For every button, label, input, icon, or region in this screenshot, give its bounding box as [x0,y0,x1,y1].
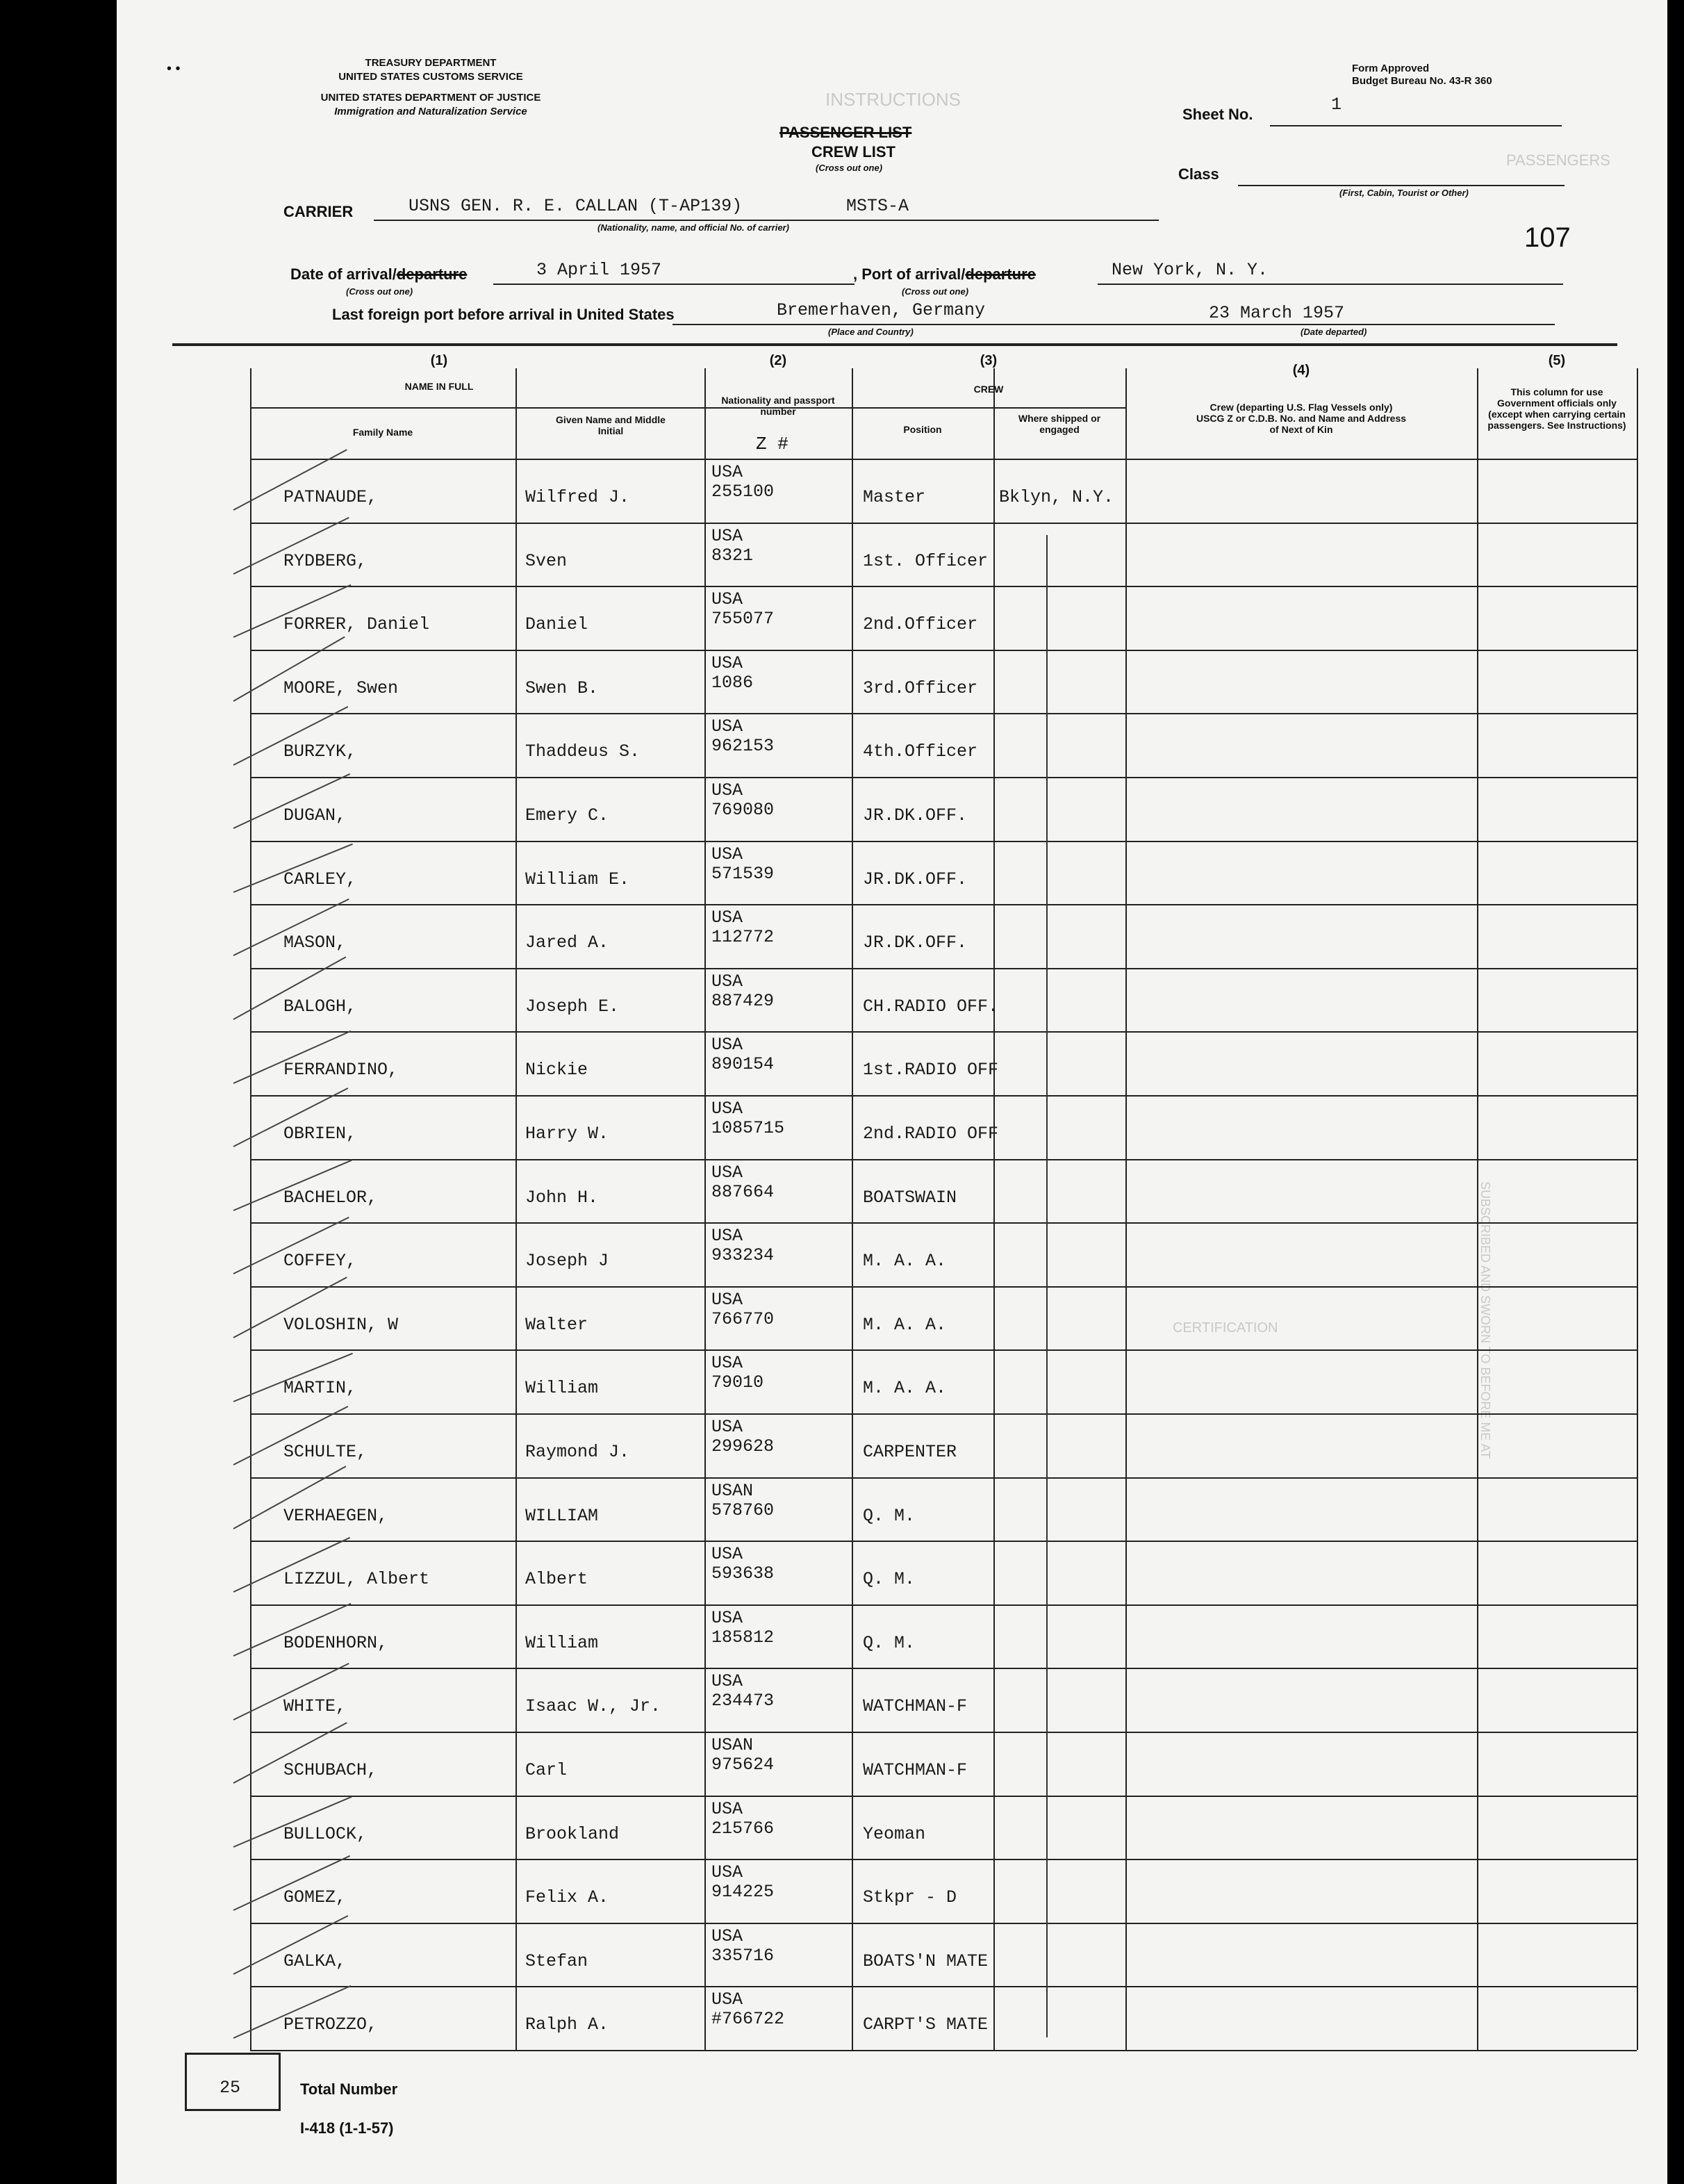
col4-number: (4) [1292,363,1310,378]
dept-justice: UNITED STATES DEPARTMENT OF JUSTICE [320,92,541,104]
position: Yeoman [863,1823,926,1844]
nationality: USAN [711,1480,754,1501]
family-name: SCHULTE, [283,1442,368,1462]
passport-number: 112772 [711,927,775,948]
row-rule [250,1732,1637,1733]
nationality: USAN [711,1735,754,1755]
title-passenger-list-struck: PASSENGER LIST [779,124,912,141]
gov-col-line [1477,368,1478,2050]
position: M. A. A. [863,1251,947,1272]
row-rule [250,1095,1637,1097]
row-rule [250,523,1637,524]
budget-bureau-no: Budget Bureau No. 43-R 360 [1352,75,1492,87]
passport-number: 887429 [711,990,775,1011]
departed-underline [1194,324,1555,325]
passport-number: 299628 [711,1436,775,1456]
given-name: Joseph J [525,1251,609,1272]
nationality: USA [711,780,743,800]
position: Q. M. [863,1632,916,1653]
nat-col-line [704,368,706,2050]
position-col-line [852,368,853,2050]
row-rule [250,650,1637,651]
given-name: Jared A. [525,933,609,953]
family-name: COFFEY, [283,1251,357,1272]
nationality: USA [711,1417,743,1437]
crew-departing-header: Crew (departing U.S. Flag Vessels only) USCG Z or C.D.B. No. and Name and Address of Next of Kin [1196,402,1407,435]
last-port-hint: (Place and Country) [828,327,914,337]
col1-number: (1) [430,353,448,368]
passport-number: 8321 [711,545,754,566]
row-rule [250,904,1637,905]
sheet-label: Sheet No. [1182,106,1253,123]
col1-title: NAME IN FULL [404,381,474,392]
last-port-value: Bremerhaven, Germany [777,300,986,320]
position: JR.DK.OFF. [863,869,968,889]
nationality: USA [711,844,743,864]
row-rule [250,1222,1637,1224]
position: Master [863,487,926,507]
row-rule [250,1349,1637,1351]
passport-number: 255100 [711,482,775,502]
passport-number: 769080 [711,800,775,820]
family-name: PATNAUDE, [283,487,378,507]
ditto-line [1046,535,1048,2037]
z-number-note: Z # [756,434,789,454]
row-rule [250,713,1637,714]
row-rule [250,1668,1637,1669]
departed-value: 23 March 1957 [1209,303,1345,323]
header-bottom-rule [250,459,1637,460]
shipped-engaged: Bklyn, N.Y. [999,487,1114,507]
position: WATCHMAN-F [863,1760,968,1780]
passport-number: 1085715 [711,1118,785,1138]
sheet-number: 1 [1331,95,1342,115]
position: BOATS'N MATE [863,1951,989,1971]
row-rule [250,1923,1637,1924]
nationality: USA [711,1607,743,1628]
position: JR.DK.OFF. [863,805,968,826]
given-name-header: Given Name and Middle Initial [556,414,666,436]
family-name: BULLOCK, [283,1823,368,1844]
nationality: USA [711,971,743,992]
passport-number: 755077 [711,609,775,630]
given-name: WILLIAM [525,1505,599,1526]
family-name: PETROZZO, [283,2014,378,2035]
nationality: USA [711,1671,743,1692]
passport-number: 975624 [711,1755,775,1775]
nationality: USA [711,1099,743,1119]
col5-number: (5) [1548,353,1566,368]
given-name: Brookland [525,1823,620,1844]
family-name: FERRANDINO, [283,1060,399,1081]
nationality: USA [711,652,743,673]
nationality: USA [711,1226,743,1247]
row-rule [250,1604,1637,1606]
nationality: USA [711,1162,743,1183]
passport-number: 593638 [711,1563,775,1584]
row-rule [250,777,1637,778]
nationality: USA [711,1989,743,2010]
passport-number: 234473 [711,1691,775,1711]
passport-number: 185812 [711,1627,775,1648]
passport-number: 914225 [711,1882,775,1903]
position: M. A. A. [863,1378,947,1399]
carrier-hint: (Nationality, name, and official No. of carrier) [597,222,789,233]
family-name: GALKA, [283,1951,347,1971]
family-name: LIZZUL, Albert [283,1569,430,1590]
nationality: USA [711,1926,743,1946]
passport-number: 578760 [711,1500,775,1520]
nationality: USA [711,589,743,610]
passport-number: 890154 [711,1054,775,1075]
position: 3rd.Officer [863,678,978,698]
col3-title: CREW [973,384,1004,395]
position: Q. M. [863,1569,916,1590]
given-name: Emery C. [525,805,609,826]
page-number: 107 [1524,222,1571,253]
port-label-text: , Port of arrival/ [853,265,966,283]
shipped-header: Where shipped or engaged [1018,413,1101,435]
position-header: Position [903,424,942,435]
row-rule [250,586,1637,587]
nationality: USA [711,1544,743,1565]
class-hint: (First, Cabin, Tourist or Other) [1339,188,1469,198]
family-col-line [250,368,251,2050]
family-name: VOLOSHIN, W [283,1314,399,1335]
row-rule [250,1796,1637,1797]
position: CARPENTER [863,1442,957,1462]
given-name: William [525,1378,599,1399]
row-rule [250,2050,1637,2051]
family-name: BODENHORN, [283,1632,388,1653]
position: 1st.RADIO OFF [863,1060,999,1081]
row-rule [250,1031,1637,1033]
family-name-header: Family Name [352,427,413,438]
nationality-header: Nationality and passport number [721,395,835,417]
given-name: William [525,1632,599,1653]
carrier-value: USNS GEN. R. E. CALLAN (T-AP139) [408,196,743,216]
family-name: FORRER, Daniel [283,614,430,635]
col2-number: (2) [769,353,787,368]
passport-number: 1086 [711,672,754,693]
date-label-struck: departure [396,265,468,283]
given-name: Sven [525,550,568,571]
date-label [290,265,467,284]
port-hint: (Cross out one) [902,286,969,297]
table-right-edge [1637,368,1638,2050]
passport-number: 215766 [711,1818,775,1839]
position: 4th.Officer [863,741,978,762]
passport-number: 933234 [711,1245,775,1266]
given-name: William E. [525,869,630,889]
given-name: Wilfred J. [525,487,630,507]
family-name: GOMEZ, [283,1887,347,1908]
family-name: MASON, [283,933,347,953]
position: CH.RADIO OFF. [863,996,999,1017]
position: 1st. Officer [863,550,989,571]
title-crew-list: CREW LIST [811,143,895,161]
nationality: USA [711,908,743,928]
row-rule [250,1859,1637,1860]
form-number: I-418 (1-1-57) [300,2119,394,2137]
nationality: USA [711,1798,743,1819]
given-name: Daniel [525,614,588,635]
passport-number: 79010 [711,1372,764,1393]
form-approved: Form Approved [1352,63,1430,74]
passport-number: 571539 [711,863,775,884]
given-name: Nickie [525,1060,588,1081]
position: BOATSWAIN [863,1187,957,1208]
passport-number: 335716 [711,1945,775,1966]
total-label: Total Number [300,2080,398,2098]
port-label [853,265,1036,284]
nationality: USA [711,462,743,482]
given-name: Joseph E. [525,996,620,1017]
date-value: 3 April 1957 [536,260,662,280]
given-name: Harry W. [525,1124,609,1144]
dept-customs: UNITED STATES CUSTOMS SERVICE [338,71,523,83]
given-col-line [515,368,517,2050]
family-name: BURZYK, [283,741,357,762]
given-name: Stefan [525,1951,588,1971]
passport-number: #766722 [711,2009,785,2030]
sheet-underline [1270,125,1562,126]
departed-hint: (Date departed) [1301,327,1367,337]
bleed-through-instructions: INSTRUCTIONS [825,89,961,110]
row-rule [250,841,1637,842]
family-name: SCHUBACH, [283,1760,378,1780]
row-rule [250,1286,1637,1288]
port-label-struck: departure [965,265,1036,283]
family-name: OBRIEN, [283,1124,357,1144]
shipped-col-line [993,368,995,2050]
passport-number: 766770 [711,1308,775,1329]
nationality: USA [711,1862,743,1883]
position: M. A. A. [863,1314,947,1335]
row-rule [250,1159,1637,1160]
row-rule [250,1541,1637,1542]
carrier-underline [374,220,1159,221]
port-underline [1098,284,1563,285]
nationality: USA [711,1353,743,1374]
passport-number: 887664 [711,1181,775,1202]
family-name: MOORE, Swen [283,678,399,698]
given-name: Carl [525,1760,568,1780]
date-label-text: Date of arrival/ [290,265,397,283]
margin-specks: • • [167,61,181,76]
class-label: Class [1178,165,1219,183]
family-name: RYDBERG, [283,550,368,571]
nationality: USA [711,1035,743,1056]
given-name: Ralph A. [525,2014,609,2035]
class-underline [1238,185,1565,186]
position: Q. M. [863,1505,916,1526]
row-rule [250,1986,1637,1987]
position: WATCHMAN-F [863,1696,968,1717]
crew-col-line [1125,368,1127,2050]
port-value: New York, N. Y. [1112,260,1269,280]
row-rule [250,1413,1637,1415]
nationality: USA [711,1289,743,1310]
carrier-owner: MSTS-A [846,196,909,216]
dept-ins: Immigration and Naturalization Service [334,106,527,117]
dept-treasury: TREASURY DEPARTMENT [365,57,497,69]
family-name: BALOGH, [283,996,357,1017]
document-page [117,0,1667,2184]
position: JR.DK.OFF. [863,933,968,953]
family-name: MARTIN, [283,1378,357,1399]
nationality: USA [711,716,743,737]
given-name: John H. [525,1187,599,1208]
given-name: Thaddeus S. [525,741,641,762]
given-name: Felix A. [525,1887,609,1908]
given-name: Isaac W., Jr. [525,1696,661,1717]
header-sub-rule [250,407,1125,409]
position: CARPT'S MATE [863,2014,989,2035]
passport-number: 962153 [711,736,775,757]
position: 2nd.RADIO OFF [863,1124,999,1144]
table-top-rule [172,343,1617,346]
col3-number: (3) [980,353,998,368]
given-name: Raymond J. [525,1442,630,1462]
last-port-label: Last foreign port before arrival in United States [332,306,675,323]
title-hint: (Cross out one) [816,163,883,173]
family-name: BACHELOR, [283,1187,378,1208]
bleed-through-passengers: PASSENGERS [1506,151,1610,169]
gov-use-header: This column for use Government officials only (except when carrying certain passengers. See Instructions) [1487,386,1626,431]
nationality: USA [711,525,743,546]
bleed-through-certification: CERTIFICATION [1173,1320,1278,1336]
family-name: CARLEY, [283,869,357,889]
given-name: Walter [525,1314,588,1335]
carrier-label: CARRIER [283,203,354,220]
given-name: Swen B. [525,678,599,698]
bleed-through-subscribed: SUBSCRIBED AND SWORN TO BEFORE ME AT [1478,1181,1492,1459]
family-name: WHITE, [283,1696,347,1717]
position: 2nd.Officer [863,614,978,635]
row-rule [250,1477,1637,1479]
row-rule [250,968,1637,969]
date-hint: (Cross out one) [346,286,413,297]
family-name: VERHAEGEN, [283,1505,388,1526]
given-name: Albert [525,1569,588,1590]
family-name: DUGAN, [283,805,347,826]
date-underline [493,284,855,285]
position: Stkpr - D [863,1887,957,1908]
total-number: 25 [220,2078,241,2098]
